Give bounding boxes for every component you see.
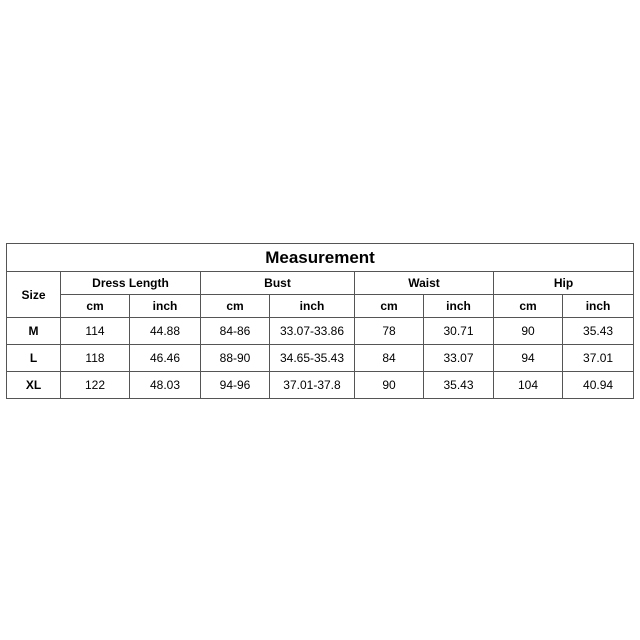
group-header-hip: Hip [494,272,634,295]
title-row [7,244,634,272]
table-cell: 48.03 [130,372,201,399]
table-cell: 114 [61,318,130,345]
size-label: M [7,318,61,345]
table-row [7,345,634,372]
unit-header: inch [130,295,201,318]
unit-header: inch [270,295,355,318]
table-cell: 33.07 [424,345,494,372]
table-cell: 88-90 [201,345,270,372]
table-row [7,318,634,345]
table-cell: 34.65-35.43 [270,345,355,372]
table-cell: 104 [494,372,563,399]
group-header-waist: Waist [355,272,494,295]
table-cell: 37.01-37.8 [270,372,355,399]
table-title: Measurement [7,244,634,272]
table-cell: 84-86 [201,318,270,345]
table-cell: 35.43 [563,318,634,345]
table-cell: 40.94 [563,372,634,399]
unit-header: inch [563,295,634,318]
table-row [7,372,634,399]
group-header-dress-length: Dress Length [61,272,201,295]
table-cell: 122 [61,372,130,399]
size-header: Size [7,272,61,318]
size-label: XL [7,372,61,399]
group-header-bust: Bust [201,272,355,295]
unit-header: cm [494,295,563,318]
table-cell: 94-96 [201,372,270,399]
unit-header-row [7,295,634,318]
table-cell: 90 [494,318,563,345]
unit-header: inch [424,295,494,318]
table-cell: 46.46 [130,345,201,372]
table-cell: 78 [355,318,424,345]
unit-header: cm [61,295,130,318]
unit-header: cm [201,295,270,318]
unit-header: cm [355,295,424,318]
table-cell: 35.43 [424,372,494,399]
table-cell: 118 [61,345,130,372]
table-cell: 37.01 [563,345,634,372]
table-cell: 84 [355,345,424,372]
table-cell: 44.88 [130,318,201,345]
table-cell: 30.71 [424,318,494,345]
table-cell: 33.07-33.86 [270,318,355,345]
table-cell: 90 [355,372,424,399]
size-label: L [7,345,61,372]
measurement-table [6,243,634,399]
table-cell: 94 [494,345,563,372]
group-header-row [7,272,634,295]
